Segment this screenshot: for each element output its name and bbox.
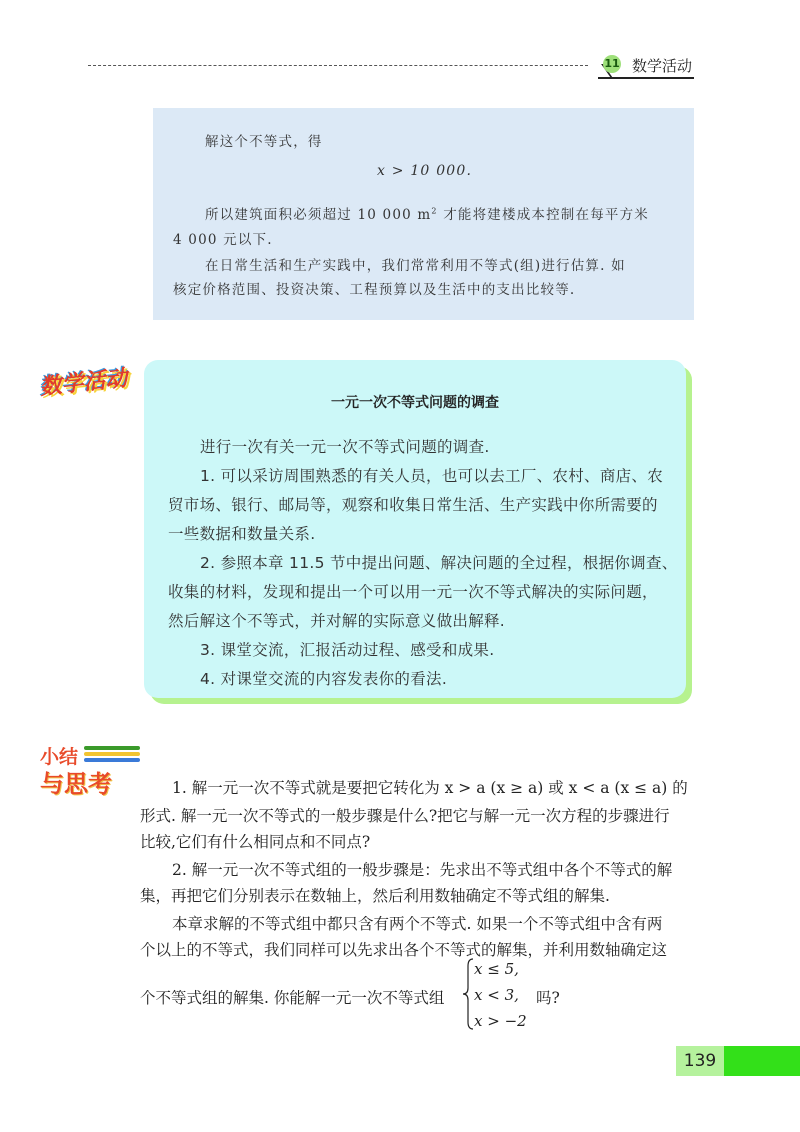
activity-box (144, 360, 686, 698)
summary-line: 个以上的不等式，我们同样可以先求出各个不等式的解集，并利用数轴确定这 (140, 941, 668, 959)
page-number: 139 (676, 1046, 724, 1076)
example-line: 在日常生活和生产实践中，我们常常利用不等式(组)进行估算. 如 (205, 258, 626, 274)
activity-line: 4. 对课堂交流的内容发表你的看法. (200, 670, 448, 688)
example-formula: x > 10 000. (377, 163, 473, 179)
system-inequality: x ≤ 5, (474, 960, 519, 978)
activity-line: 进行一次有关一元一次不等式问题的调查. (200, 438, 490, 456)
activity-line: 贸市场、银行、邮局等，观察和收集日常生活、生产实践中你所需要的 (168, 496, 658, 514)
activity-title: 一元一次不等式问题的调查 (331, 395, 499, 411)
activity-line: 1. 可以采访周围熟悉的有关人员，也可以去工厂、农村、商店、农 (200, 467, 664, 485)
activity-line: 收集的材料，发现和提出一个可以用一元一次不等式解决的实际问题， (168, 583, 658, 601)
summary-line: 比较,它们有什么相同点和不同点? (140, 833, 371, 851)
summary-line: 2. 解一元一次不等式组的一般步骤是：先求出不等式组中各个不等式的解 (172, 861, 673, 879)
summary-logo-book-stripe (84, 746, 140, 750)
system-inequality: x < 3, (474, 986, 519, 1004)
system-brace (462, 958, 474, 1030)
summary-logo-line1: 小结 (40, 746, 79, 768)
summary-line: 集，再把它们分别表示在数轴上，然后利用数轴确定不等式组的解集. (140, 887, 610, 905)
summary-question-prefix: 个不等式组的解集. 你能解一元一次不等式组 (140, 989, 445, 1007)
activity-line: 一些数据和数量关系. (168, 525, 316, 543)
example-box (153, 108, 694, 320)
activity-line: 3. 课堂交流，汇报活动过程、感受和成果. (200, 641, 495, 659)
summary-question-suffix: 吗? (536, 989, 560, 1007)
activity-line: 然后解这个不等式，并对解的实际意义做出解释. (168, 612, 506, 630)
chapter-title: 数学活动 (632, 57, 693, 75)
system-inequality: x > −2 (474, 1012, 527, 1030)
example-line: 核定价格范围、投资决策、工程预算以及生活中的支出比较等. (173, 282, 576, 298)
summary-logo-book-stripe (84, 758, 140, 762)
example-line: 所以建筑面积必须超过 10 000 $m^2$ 才能将建楼成本控制在每平方米 (205, 206, 650, 223)
activity-line: 2. 参照本章 11.5 节中提出问题、解决问题的全过程，根据你调查、 (200, 554, 678, 572)
summary-line: 本章求解的不等式组中都只含有两个不等式. 如果一个不等式组中含有两 (172, 915, 663, 933)
summary-line: 1. 解一元一次不等式就是要把它转化为 x > a (x ≥ a) 或 x < a (x ≤ a) 的 (172, 779, 688, 797)
chapter-number-badge: 11 (603, 55, 621, 73)
page-number-bar (724, 1046, 800, 1076)
example-line: 解这个不等式，得 (205, 134, 323, 150)
summary-logo-line2: 与思考 (40, 770, 112, 798)
math-activity-logo: 数学活动 (38, 365, 129, 401)
summary-logo-book-stripe (84, 752, 140, 756)
example-line: 4 000 元以下. (173, 232, 273, 248)
summary-logo (40, 742, 140, 798)
header-rule-underline (598, 77, 694, 79)
summary-line: 形式. 解一元一次不等式的一般步骤是什么?把它与解一元一次方程的步骤进行 (140, 807, 670, 825)
header-rule (88, 65, 588, 66)
